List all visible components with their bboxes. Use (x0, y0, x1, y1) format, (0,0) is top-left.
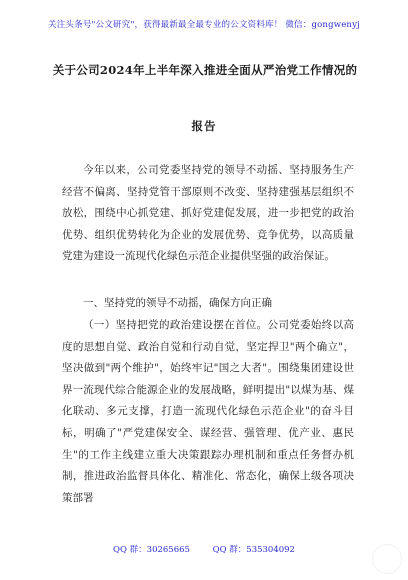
promo-banner: 关注头条号"公文研究"，获得最新最全最专业的公文资料库！ 微信：gongwenyj (48, 20, 360, 30)
watermark-icon (372, 544, 402, 574)
footer-contact (0, 543, 408, 555)
footer-qq-group-2: QQ 群：535304092 (212, 545, 295, 555)
section-heading: 一、坚持党的领导不动摇，确保方向正确 (83, 297, 272, 309)
intro-paragraph: 今年以来，公司党委坚持党的领导不动摇、坚持服务生产经营不偏离、坚持党管干部原则不改变、坚持建强基层组织不放松，围绕中心抓党建、抓好党建促发展，进一步把党的政治优势、组织优势转化为企业的发展优势、竞争优势，以高质量党建为建设一流现代化绿色示范企业提供坚强的政治保证。 (62, 164, 354, 263)
section-paragraph: （一）坚持把党的政治建设摆在首位。公司党委始终以高度的思想自觉、政治自觉和行动自觉，坚定捍卫"两个确立"，坚决做到"两个维护"，始终牢记"国之大者"。围绕集团建设世界一流现代综合能源企业的发展战略，鲜明提出"以煤为基、煤化联动、多元支撑，打造一流现代化绿色示范企业"的奋斗目标，明确了"严党建保安全、谋经营、强管理、优产业、惠民生"的工作主线建立重大决策跟踪办理机制和重点任务督办机制，推进政治监督具体化、精准化、常态化，确保上级各项决策部署 (62, 319, 354, 504)
footer-qq-group-1: QQ 群：30265665 (113, 545, 190, 555)
document-title-line2: 报告 (191, 119, 217, 133)
document-title: 关于公司2024年上半年深入推进全面从严治党工作情况的 (52, 63, 358, 77)
